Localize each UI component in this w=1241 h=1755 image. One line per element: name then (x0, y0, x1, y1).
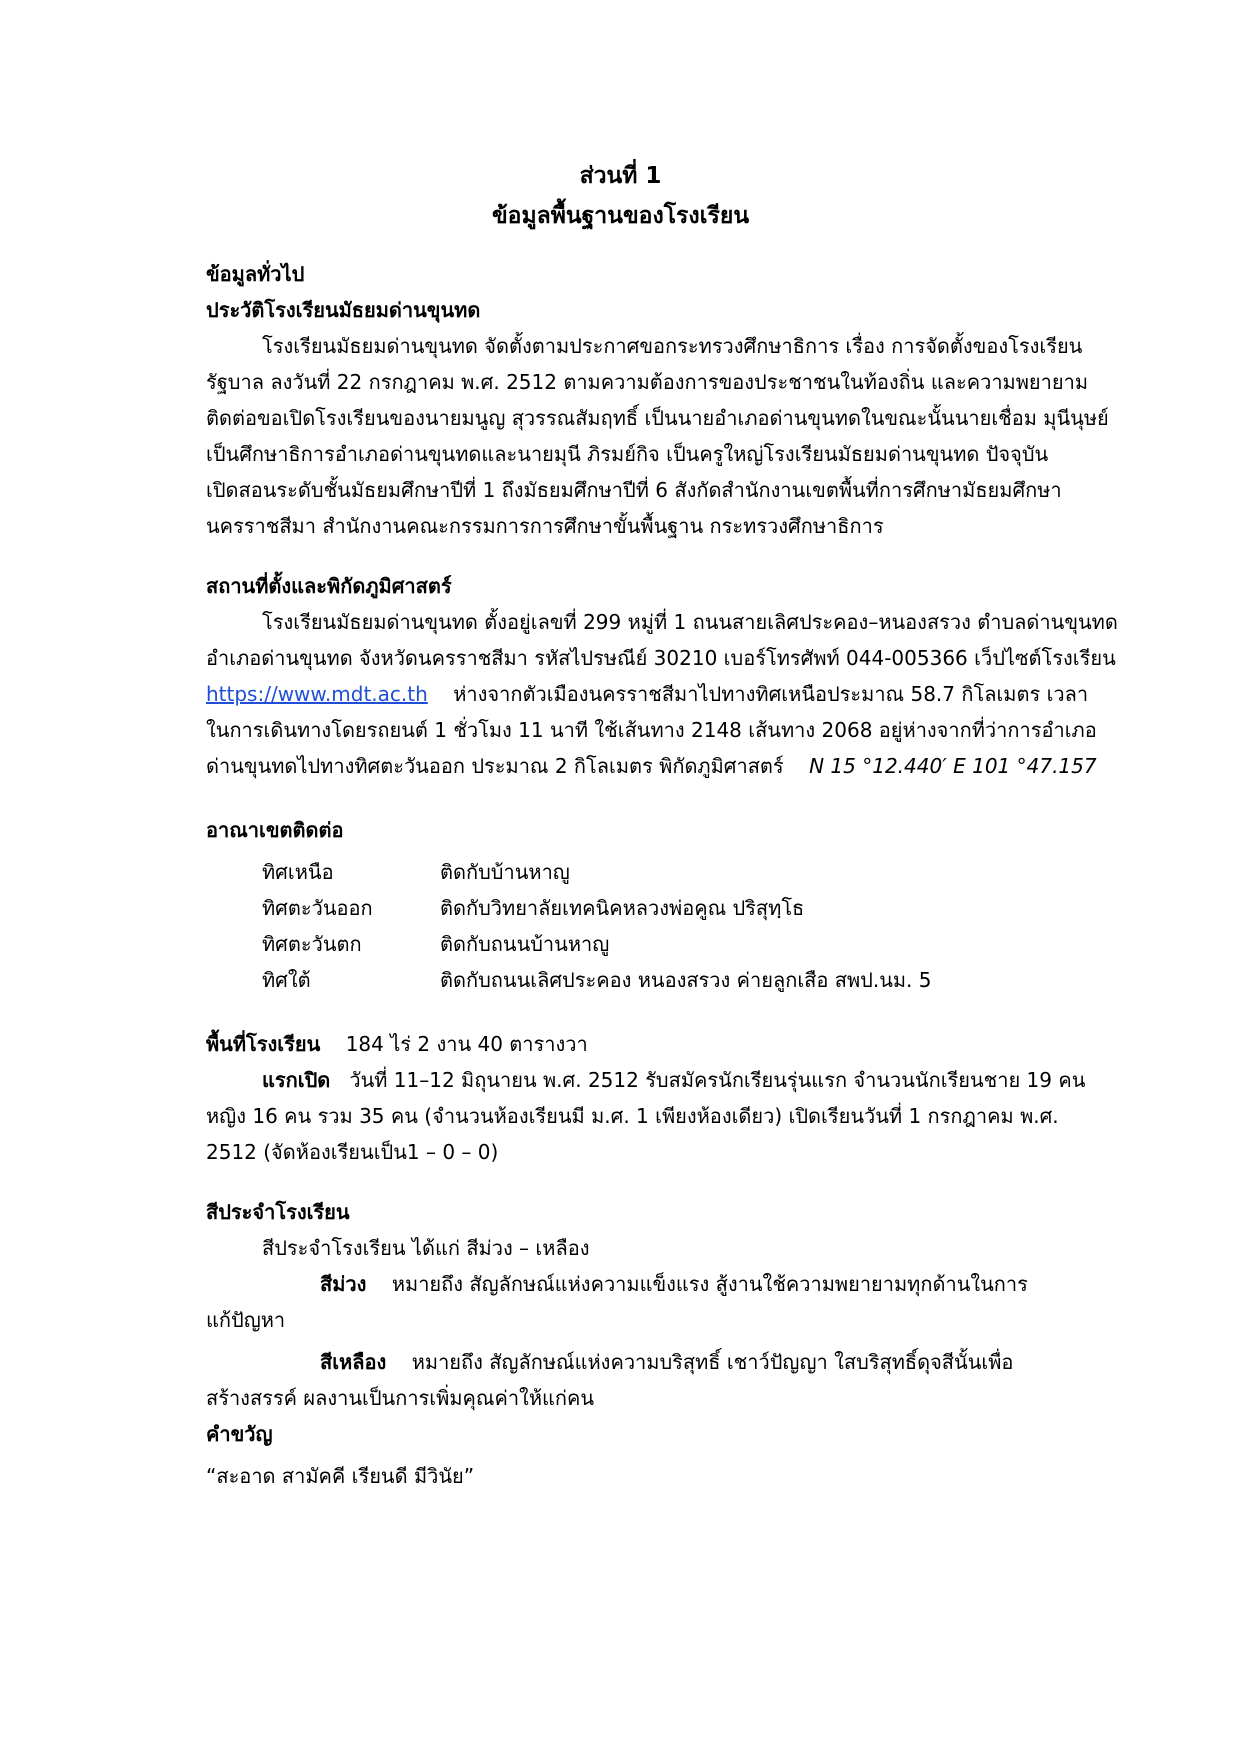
area-value: 184 ไร่ 2 งาน 40 ตารางวา (345, 1032, 588, 1056)
history-line: เปิดสอนระดับชั้นมัธยมศึกษาปีที่ 1 ถึงมัธยมศึกษาปีที่ 6 สังกัดสำนักงานเขตพื้นที่การศึกษามัธยมศึกษา (206, 478, 1062, 502)
purple-meaning-line (320, 1268, 1028, 1300)
page-title: ข้อมูลพื้นฐานของโรงเรียน (491, 203, 750, 229)
purple-meaning: หมายถึง สัญลักษณ์แห่งความแข็งแรง สู้งานใช้ความพยายามทุกด้านในการ (391, 1272, 1028, 1296)
history-line: เป็นศึกษาธิการอำเภอด่านขุนทดและนายมุนี ภิรมย์กิจ เป็นครูใหญ่โรงเรียนมัธยมด่านขุนทด ปัจจุบัน (206, 442, 1049, 466)
location-line-3 (206, 678, 1088, 710)
history-line: นครราชสีมา สำนักงานคณะกรรมการการศึกษาขั้นพื้นฐาน กระทรวงศึกษาธิการ (206, 514, 884, 538)
area-line (206, 1028, 588, 1060)
location-line-5 (206, 750, 1097, 782)
location-line: โรงเรียนมัธยมด่านขุนทด ตั้งอยู่เลขที่ 299 หมู่ที่ 1 ถนนสายเลิศประคอง–หนองสรวง ตำบลด่านขุนทด (262, 610, 1118, 634)
colors-heading: สีประจำโรงเรียน (206, 1200, 350, 1224)
boundary-text: ติดกับบ้านหาญู (440, 860, 570, 884)
opening-line: 2512 (จัดห้องเรียนเป็น1 – 0 – 0) (206, 1140, 499, 1164)
location-heading: สถานที่ตั้งและพิกัดภูมิศาสตร์ (206, 574, 452, 598)
boundary-text: ติดกับถนนบ้านหาญู (440, 932, 610, 956)
school-website-link[interactable]: https://www.mdt.ac.th (206, 682, 428, 706)
boundary-text: ติดกับถนนเลิศประคอง หนองสรวง ค่ายลูกเสือ สพป.นม. 5 (440, 968, 932, 992)
history-line: รัฐบาล ลงวันที่ 22 กรกฎาคม พ.ศ. 2512 ตามความต้องการของประชาชนในท้องถิ่น และความพยายาม (206, 370, 1089, 394)
purple-label: สีม่วง (320, 1272, 367, 1296)
boundary-direction: ทิศตะวันตก (262, 932, 362, 956)
colors-intro: สีประจำโรงเรียน ได้แก่ สีม่วง – เหลือง (262, 1236, 590, 1260)
yellow-meaning-cont: สร้างสรรค์ ผลงานเป็นการเพิ่มคุณค่าให้แก่คน (206, 1386, 595, 1410)
location-line: ในการเดินทางโดยรถยนต์ 1 ชั่วโมง 11 นาที ใช้เส้นทาง 2148 เส้นทาง 2068 อยู่ห่างจากที่ว่าการอำเภอ (206, 718, 1097, 742)
boundaries-heading: อาณาเขตติดต่อ (206, 818, 344, 842)
motto-text: “สะอาด สามัคคี เรียนดี มีวินัย” (206, 1464, 475, 1488)
opening-line (262, 1064, 1085, 1096)
boundary-text: ติดกับวิทยาลัยเทคนิคหลวงพ่อคูณ ปริสุทฺโธ (440, 896, 805, 920)
history-heading: ประวัติโรงเรียนมัธยมด่านขุนทด (206, 298, 481, 322)
area-label: พื้นที่โรงเรียน (206, 1032, 321, 1056)
opening-text: วันที่ 11–12 มิถุนายน พ.ศ. 2512 รับสมัครนักเรียนรุ่นแรก จำนวนนักเรียนชาย 19 คน (349, 1068, 1086, 1092)
history-line: โรงเรียนมัธยมด่านขุนทด จัดตั้งตามประกาศขอกระทรวงศึกษาธิการ เรื่อง การจัดตั้งของโรงเรียน (262, 334, 1083, 358)
motto-heading: คำขวัญ (206, 1422, 273, 1446)
yellow-meaning-line (320, 1346, 1013, 1378)
coordinates: N 15 °12.440′ E 101 °47.157 (809, 754, 1097, 778)
location-line: อำเภอด่านขุนทด จังหวัดนครราชสีมา รหัสไปรษณีย์ 30210 เบอร์โทรศัพท์ 044-005366 เว็ปไซต์โรงเรียน (206, 646, 1116, 670)
opening-label: แรกเปิด (262, 1068, 331, 1092)
purple-meaning-cont: แก้ปัญหา (206, 1308, 286, 1332)
location-line-5-text: ด่านขุนทดไปทางทิศตะวันออก ประมาณ 2 กิโลเมตร พิกัดภูมิศาสตร์ (206, 754, 784, 778)
boundary-direction: ทิศเหนือ (262, 860, 334, 884)
boundary-direction: ทิศใต้ (262, 968, 311, 992)
part-number: ส่วนที่ 1 (579, 163, 662, 189)
opening-line: หญิง 16 คน รวม 35 คน (จำนวนห้องเรียนมี ม.ศ. 1 เพียงห้องเดียว) เปิดเรียนวันที่ 1 กรกฎาคม พ.ศ. (206, 1104, 1059, 1128)
yellow-label: สีเหลือง (320, 1350, 387, 1374)
location-line-3-text: ห่างจากตัวเมืองนครราชสีมาไปทางทิศเหนือประมาณ 58.7 กิโลเมตร เวลา (453, 682, 1089, 706)
yellow-meaning: หมายถึง สัญลักษณ์แห่งความบริสุทธิ์ เชาว์ปัญญา ใสบริสุทธิ์ดุจสีนั้นเพื่อ (411, 1350, 1014, 1374)
general-heading: ข้อมูลทั่วไป (206, 262, 305, 286)
history-line: ติดต่อขอเปิดโรงเรียนของนายมนูญ สุวรรณสัมฤทธิ์ เป็นนายอำเภอด่านขุนทดในขณะนั้นนายเชื่อม มุนีนุษย์ (206, 406, 1109, 430)
boundary-direction: ทิศตะวันออก (262, 896, 373, 920)
